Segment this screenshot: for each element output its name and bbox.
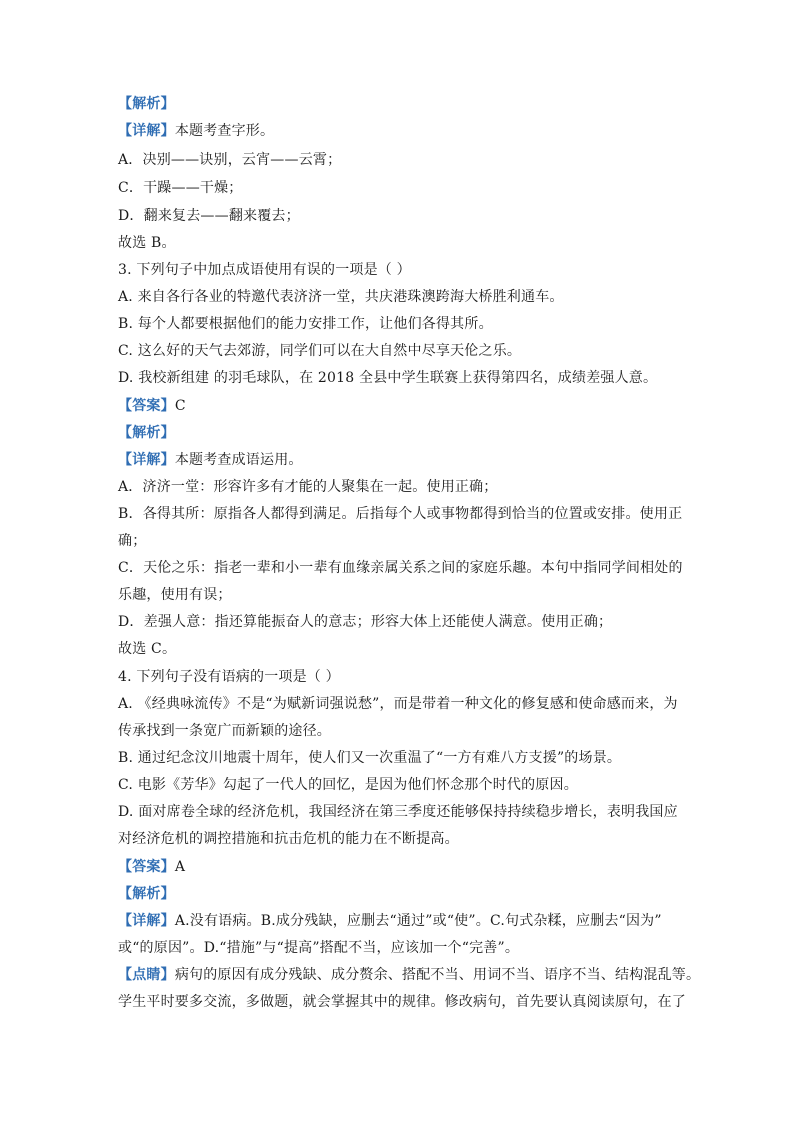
q4-detail: 【详解】A.没有语病。B.成分残缺，应删去“通过”或“使”。C.句式杂糅，应删去“因为” [118,913,662,929]
q3-option-c: C. 这么好的天气去郊游，同学们可以在大自然中尽享天伦之乐。 [118,343,522,359]
q4-option-a: A. 《经典咏流传》不是“为赋新词强说愁”，而是带着一种文化的修复感和使命感而来，为 [118,696,678,712]
q4-answer: 【答案】A [118,859,186,875]
q4-detail-cont: 或“的原因”。D.“措施”与“提高”搭配不当，应该加一个“完善”。 [118,940,520,956]
q3-explanation-c-cont: 乐趣，使用有误； [118,587,232,603]
q3-explanation-a: A．济济一堂：形容许多有才能的人聚集在一起。使用正确； [118,479,498,495]
q4-analysis-heading: 【解析】 [118,886,175,902]
q3-option-a: A. 来自各行各业的特邀代表济济一堂，共庆港珠澳跨海大桥胜利通车。 [118,289,564,305]
q3-explanation-d: D．差强人意：指还算能振奋人的意志；形容大体上还能使人满意。使用正确； [118,614,613,630]
q3-option-b: B. 每个人都要根据他们的能力安排工作，让他们各得其所。 [118,316,493,332]
q3-detail: 【详解】本题考查成语运用。 [118,452,303,468]
q4-stem: 4. 下列句子没有语病的一项是（ ） [118,669,340,685]
analysis-heading-1: 【解析】 [118,96,175,112]
prev-item-d: D．翻来复去——翻来覆去； [118,208,300,224]
q4-option-c: C. 电影《芳华》勾起了一代人的回忆，是因为他们怀念那个时代的原因。 [118,777,578,793]
q3-option-d: D. 我校新组建 的羽毛球队，在 2018 全县中学生联赛上获得第四名，成绩差强人意。 [118,370,658,386]
detail-line-1: 【详解】本题考查字形。 [118,123,275,139]
q4-option-d: D. 面对席卷全球的经济危机，我国经济在第三季度还能够保持持续稳步增长，表明我国应 [118,804,678,820]
q4-option-a-cont: 传承找到一条宽广而新颖的途径。 [118,723,331,739]
q3-explanation-b: B．各得其所：原指各人都得到满足。后指每个人或事物都得到恰当的位置或安排。使用正 [118,506,683,522]
q3-stem: 3. 下列句子中加点成语使用有误的一项是（ ） [118,262,411,278]
q4-option-d-cont: 对经济危机的调控措施和抗击危机的能力在不断提高。 [118,831,459,847]
prev-item-c: C．干躁——干燥； [118,180,243,196]
q3-explanation-c: C．天伦之乐：指老一辈和小一辈有血缘亲属关系之间的家庭乐趣。本句中指同学间相处的 [118,560,683,576]
q4-point: 【点睛】病句的原因有成分残缺、成分赘余、搭配不当、用词不当、语序不当、结构混乱等。 [118,967,701,983]
prev-item-a: A．决别——诀别，云宵——云霄； [118,152,342,168]
q3-analysis-heading: 【解析】 [118,425,175,441]
q4-option-b: B. 通过纪念汶川地震十周年，使人们又一次重温了“一方有难八方支援”的场景。 [118,750,622,766]
q3-answer: 【答案】C [118,398,186,414]
prev-conclusion: 故选 B。 [118,235,176,251]
q3-conclusion: 故选 C。 [118,641,177,657]
q4-point-cont: 学生平时要多交流，多做题，就会掌握其中的规律。修改病句，首先要认真阅读原句，在了 [118,994,686,1010]
q3-explanation-b-cont: 确； [118,533,147,549]
